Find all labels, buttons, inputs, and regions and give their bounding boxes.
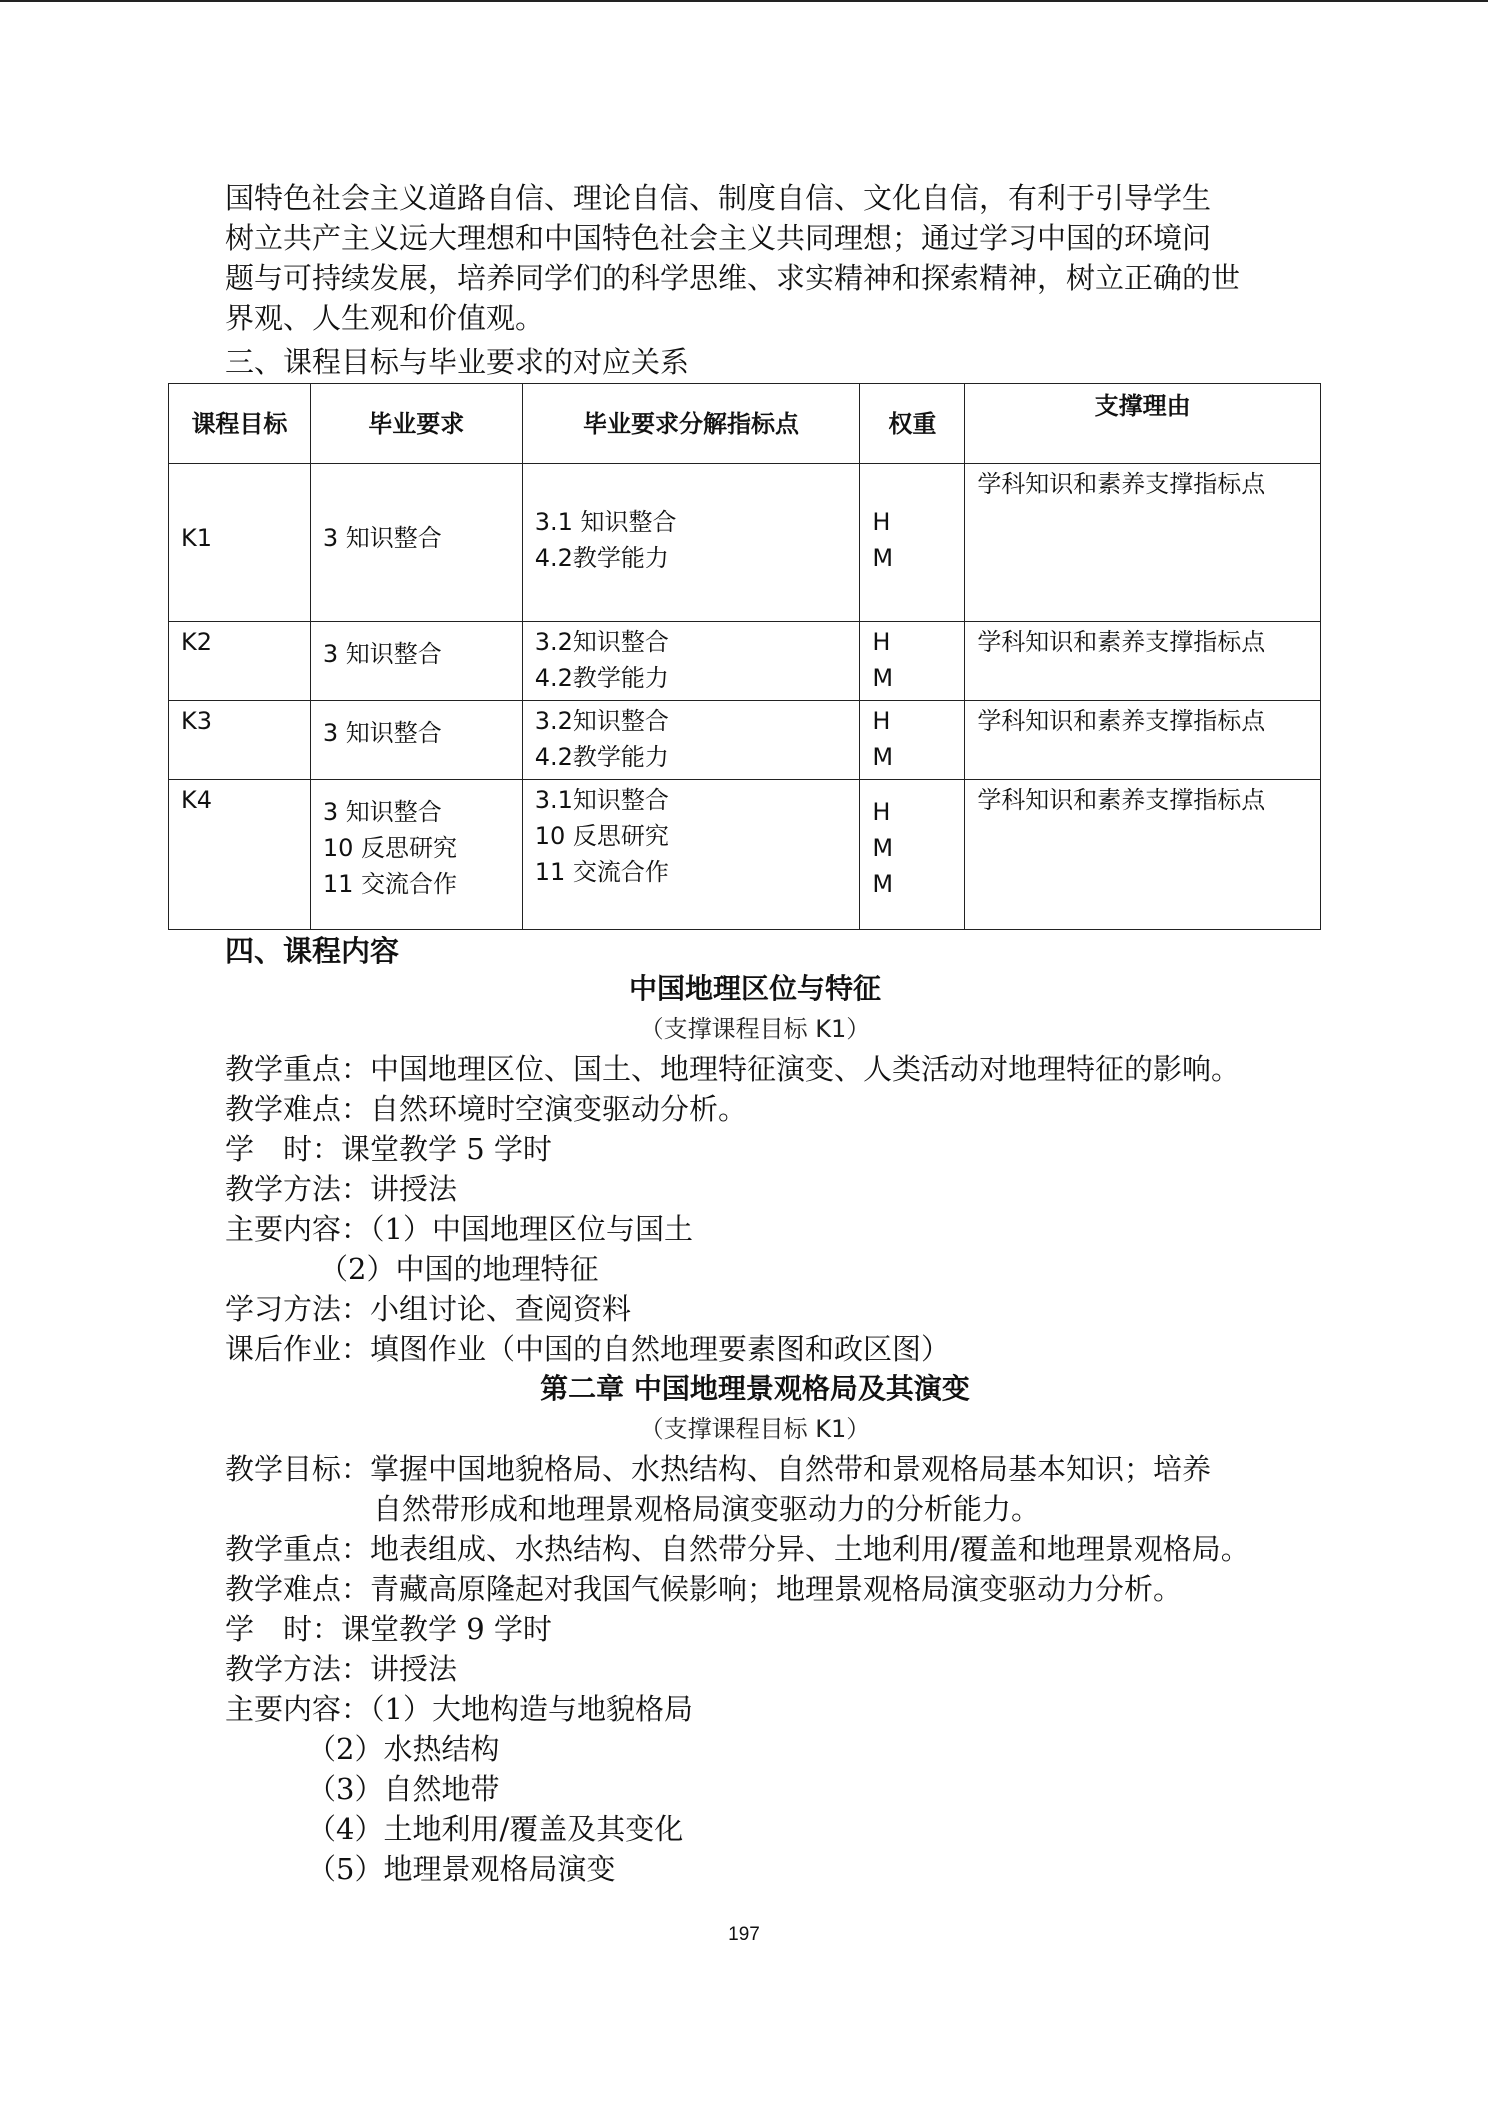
chapter-1-content-item: （2）中国的地理特征 (319, 1252, 599, 1286)
cell-target: K3 (169, 701, 311, 780)
page-top-border (0, 0, 1488, 2)
chapter-2-goal-continued: 自然带形成和地理景观格局演变驱动力的分析能力。 (373, 1492, 1041, 1526)
chapter-1-hours: 学 时：课堂教学 5 学时 (225, 1132, 552, 1166)
weight-line: M (872, 870, 894, 898)
chapter-2-support: （支撑课程目标 K1） (639, 1415, 871, 1443)
chapter-1-block (225, 969, 1285, 1369)
cell-indicators (522, 622, 860, 701)
cell-weights (860, 464, 965, 622)
chapter-2-goal: 教学目标：掌握中国地貌格局、水热结构、自然带和景观格局基本知识；培养 (225, 1452, 1212, 1486)
cell-target: K4 (169, 780, 311, 930)
requirement-line: 11 交流合作 (322, 870, 458, 898)
cell-weights (860, 622, 965, 701)
section-3-heading: 三、课程目标与毕业要求的对应关系 (225, 345, 690, 379)
chapter-2-content: 主要内容：（1）大地构造与地貌格局 (225, 1692, 693, 1726)
header-weight: 权重 (860, 384, 965, 464)
indicator-line: 3.2知识整合 (534, 628, 669, 656)
cell-weights (860, 780, 965, 930)
indicator-line: 4.2教学能力 (534, 664, 669, 692)
indicator-line: 3.2知识整合 (534, 707, 669, 735)
cell-indicators (522, 701, 860, 780)
chapter-1-support: （支撑课程目标 K1） (639, 1015, 871, 1043)
requirement-line: 3 知识整合 (322, 798, 442, 826)
header-indicator-points: 毕业要求分解指标点 (522, 384, 860, 464)
indicator-line: 11 交流合作 (534, 858, 669, 886)
header-course-target: 课程目标 (169, 384, 311, 464)
cell-reason: 学科知识和素养支撑指标点 (965, 701, 1321, 780)
cell-reason: 学科知识和素养支撑指标点 (965, 622, 1321, 701)
chapter-2-content-item: （5）地理景观格局演变 (307, 1852, 616, 1886)
chapter-1-homework: 课后作业：填图作业（中国的自然地理要素图和政区图） (225, 1332, 951, 1366)
objectives-mapping-table (168, 383, 1321, 930)
chapter-2-content-item: （3）自然地带 (307, 1772, 500, 1806)
chapter-1-difficulties: 教学难点：自然环境时空演变驱动分析。 (225, 1092, 748, 1126)
requirement-line: 10 反思研究 (322, 834, 458, 862)
header-graduation-requirement: 毕业要求 (310, 384, 522, 464)
weight-line: M (872, 544, 894, 572)
chapter-2-title: 第二章 中国地理景观格局及其演变 (540, 1372, 970, 1405)
page-number: 197 (728, 1924, 760, 1945)
weight-line: H (872, 628, 891, 656)
indicator-line: 4.2教学能力 (534, 544, 669, 572)
chapter-1-learning-method: 学习方法：小组讨论、查阅资料 (225, 1292, 632, 1326)
chapter-1-method: 教学方法：讲授法 (225, 1172, 458, 1206)
cell-requirement (310, 622, 522, 701)
cell-target: K2 (169, 622, 311, 701)
cell-target: K1 (169, 464, 311, 622)
requirement-line: 3 知识整合 (322, 524, 442, 552)
weight-line: M (872, 664, 894, 692)
indicator-line: 10 反思研究 (534, 822, 669, 850)
indicator-line: 3.1 知识整合 (534, 508, 677, 536)
table-row (169, 464, 1321, 622)
intro-paragraph (225, 178, 1265, 338)
header-support-reason: 支撑理由 (965, 384, 1321, 464)
chapter-2-hours: 学 时：课堂教学 9 学时 (225, 1612, 552, 1646)
cell-weights (860, 701, 965, 780)
chapter-2-key-points: 教学重点：地表组成、水热结构、自然带分异、土地利用/覆盖和地理景观格局。 (225, 1532, 1250, 1566)
chapter-2-content-item: （4）土地利用/覆盖及其变化 (307, 1812, 684, 1846)
chapter-1-title: 中国地理区位与特征 (628, 972, 881, 1005)
table-row (169, 622, 1321, 701)
weight-line: H (872, 707, 891, 735)
intro-line: 界观、人生观和价值观。 (225, 301, 545, 335)
chapter-2-content-item: （2）水热结构 (307, 1732, 500, 1766)
requirement-line: 3 知识整合 (322, 640, 442, 668)
table-row (169, 701, 1321, 780)
weight-line: M (872, 743, 894, 771)
intro-line: 国特色社会主义道路自信、理论自信、制度自信、文化自信，有利于引导学生 (225, 181, 1212, 215)
weight-line: H (872, 798, 891, 826)
indicator-line: 4.2教学能力 (534, 743, 669, 771)
section-4-heading: 四、课程内容 (225, 934, 400, 968)
cell-indicators (522, 464, 860, 622)
cell-reason: 学科知识和素养支撑指标点 (965, 780, 1321, 930)
requirement-line: 3 知识整合 (322, 719, 442, 747)
cell-indicators (522, 780, 860, 930)
cell-reason: 学科知识和素养支撑指标点 (965, 464, 1321, 622)
table-header-row (169, 384, 1321, 464)
chapter-1-key-points: 教学重点：中国地理区位、国土、地理特征演变、人类活动对地理特征的影响。 (225, 1052, 1241, 1086)
chapter-2-block (225, 1369, 1285, 1889)
cell-requirement (310, 701, 522, 780)
weight-line: M (872, 834, 894, 862)
table-row (169, 780, 1321, 930)
weight-line: H (872, 508, 891, 536)
indicator-line: 3.1知识整合 (534, 786, 669, 814)
cell-requirement (310, 464, 522, 622)
chapter-2-difficulties: 教学难点：青藏高原隆起对我国气候影响；地理景观格局演变驱动力分析。 (225, 1572, 1183, 1606)
cell-requirement (310, 780, 522, 930)
chapter-1-content: 主要内容：（1）中国地理区位与国土 (225, 1212, 693, 1246)
intro-line: 树立共产主义远大理想和中国特色社会主义共同理想；通过学习中国的环境问 (225, 221, 1212, 255)
intro-line: 题与可持续发展，培养同学们的科学思维、求实精神和探索精神，树立正确的世 (225, 261, 1241, 295)
chapter-2-method: 教学方法：讲授法 (225, 1652, 458, 1686)
